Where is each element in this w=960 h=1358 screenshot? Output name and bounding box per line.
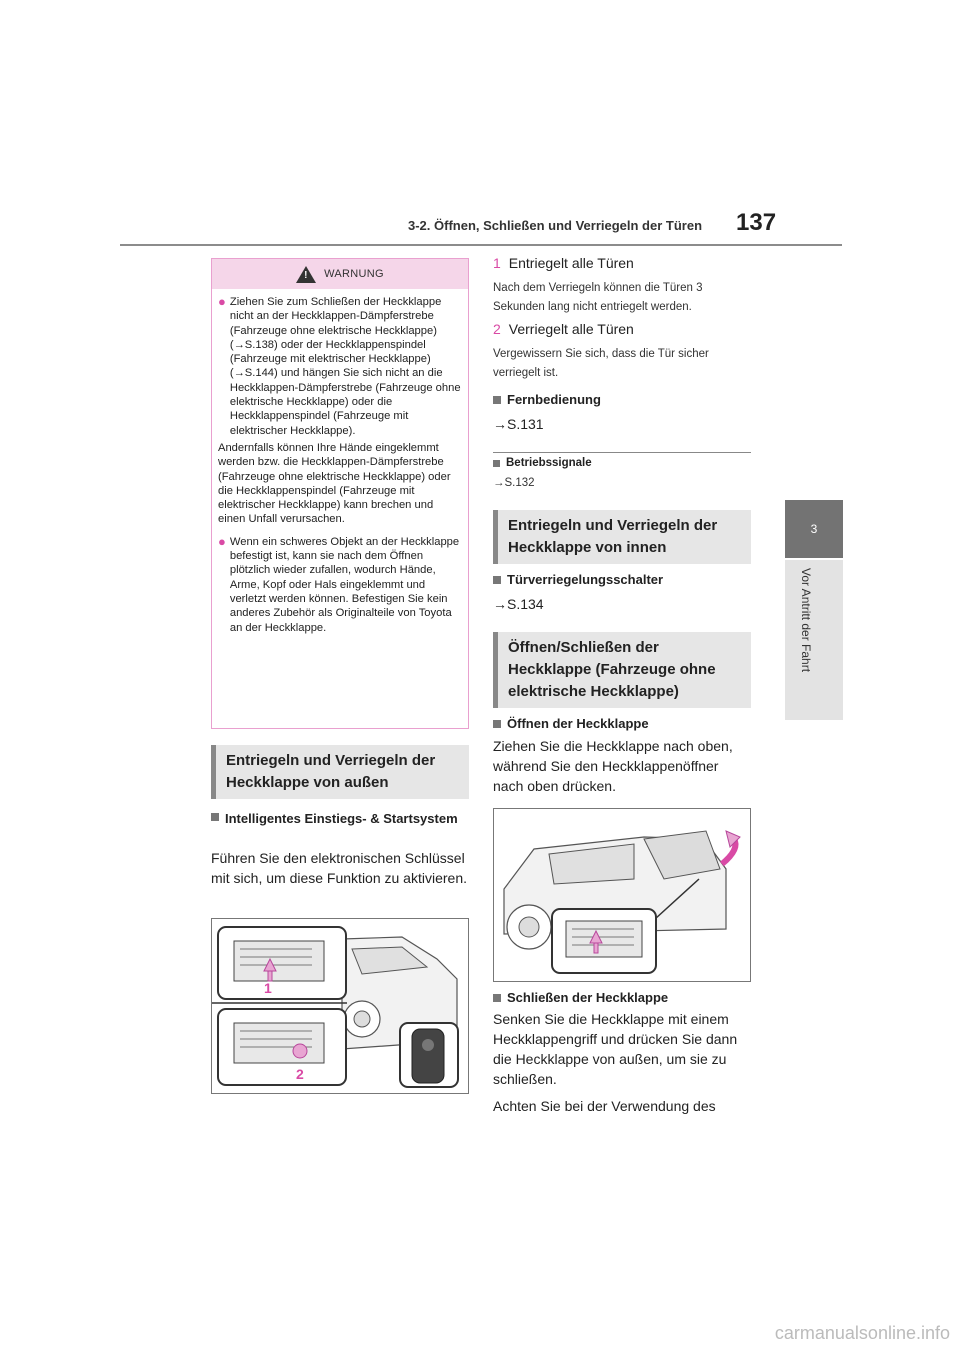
figure-label-2: 2 — [296, 1066, 304, 1082]
warning-bullet-text: Wenn ein schweres Objekt an der Heckklappe befestigt ist, kann sie nach dem Öffnen plötzlich wieder zufallen, wodurch Hände, Arme, Kopf oder Hals eingeklemmt und verletzt werden können. Befestigen Sie kein anderes Zubehör als Originalteile von Toyota an der Heckklappe. — [229, 535, 460, 634]
bullet-dot-icon: ● — [218, 294, 226, 309]
chapter-tab-title: Vor Antritt der Fahrt — [799, 568, 813, 673]
page-number: 137 — [736, 209, 777, 236]
warning-bullet — [218, 535, 462, 635]
step-text: Entriegelt alle Türen — [508, 255, 634, 271]
square-bullet-icon — [493, 576, 501, 584]
chapter-tab-bar — [785, 560, 843, 720]
square-bullet-icon — [493, 396, 501, 404]
figure-open-tailgate — [493, 808, 751, 982]
square-bullet-icon — [211, 813, 219, 821]
tailgate-handle-illustration — [212, 919, 468, 1093]
step-1 — [493, 255, 634, 271]
warning-bullet-text: Ziehen Sie zum Schließen der Heckklappe nicht an der Heckklappen-Dämpferstrebe (Fahrzeuge ohne elektrische Heckklappe) (→S.138) oder der Heckklappenspindel (Fahrzeuge mit elektrischer Heckklappe) (→S.144) und hängen Sie sich nicht an die Heckklappen-Dämpferstrebe (Fahrzeuge ohne elektrische Heckklappe) oder die Heckklappenspindel (Fahrzeuge mit elektrischer Heckklappe). — [229, 296, 461, 437]
sub-heading-smart-entry: Intelligentes Einstiegs- & Startsystem — [211, 809, 469, 828]
square-bullet-icon — [493, 720, 501, 728]
section-heading-outside: Entriegeln und Verriegeln der Heckklappe von außen — [211, 745, 469, 799]
remote-reference-link[interactable]: →S.131 — [493, 416, 544, 432]
figure-smart-entry — [211, 918, 469, 1094]
close-body: Senken Sie die Heckklappe mit einem Heckklappengriff und drücken Sie dann die Heckklappe von außen, um sie zu schließen. — [493, 1011, 738, 1087]
divider — [493, 452, 751, 453]
step-text: Verriegelt alle Türen — [508, 321, 634, 337]
sub-heading-close: Schließen der Heckklappe — [493, 990, 668, 1005]
header-divider — [120, 244, 842, 246]
switch-reference-link[interactable]: →S.134 — [493, 596, 544, 612]
tailgate-open-illustration — [494, 809, 750, 981]
square-bullet-icon — [493, 460, 500, 467]
smart-entry-body: Führen Sie den elektronischen Schlüssel mit sich, um diese Funktion zu aktivieren. — [211, 850, 467, 886]
sub-heading-signals: Betriebssignale — [493, 457, 592, 469]
step-number: 1 — [493, 255, 501, 271]
warning-triangle-icon: ! — [296, 266, 316, 283]
sub-heading-open: Öffnen der Heckklappe — [493, 716, 649, 731]
section-header-title: 3-2. Öffnen, Schließen und Verriegeln der Türen — [408, 218, 703, 233]
square-bullet-icon — [493, 994, 501, 1002]
chapter-tab-number: 3 — [785, 500, 843, 558]
sub-heading-lock-switch: Türverriegelungsschalter — [493, 572, 663, 587]
step-1-note: Nach dem Verriegeln können die Türen 3 Sekunden lang nicht entriegelt werden. — [493, 282, 703, 313]
figure-label-1: 1 — [264, 980, 272, 996]
warning-box — [211, 258, 469, 729]
step-number: 2 — [493, 321, 501, 337]
warning-paragraph: Andernfalls können Ihre Hände eingeklemmt werden bzw. die Heckklappen-Dämpferstrebe (Fahrzeuge ohne elektrische Heckklappe) oder die Heckklappenspindel (Fahrzeuge mit elektrischer Heckklappe) kann brechen und einen Unfall verursachen. — [218, 441, 451, 526]
watermark-text: carmanualsonline.info — [774, 1323, 950, 1343]
bullet-dot-icon: ● — [218, 533, 226, 549]
open-body: Ziehen Sie die Heckklappe nach oben, während Sie den Heckklappenöffner nach oben drücken. — [493, 738, 733, 794]
warning-header — [212, 259, 468, 289]
section-heading-open-close: Öffnen/Schließen der Heckklappe (Fahrzeuge ohne elektrische Heckklappe) — [493, 632, 751, 708]
step-2-note: Vergewissern Sie sich, dass die Tür sicher verriegelt ist. — [493, 348, 709, 379]
close-body-continued: Achten Sie bei der Verwendung des — [493, 1098, 716, 1114]
sub-heading-remote: Fernbedienung — [493, 392, 601, 407]
section-heading-inside: Entriegeln und Verriegeln der Heckklappe von innen — [493, 510, 751, 564]
warning-bullet — [218, 295, 462, 438]
signals-reference-link[interactable]: →S.132 — [493, 477, 535, 489]
step-2 — [493, 321, 634, 337]
warning-label: WARNUNG — [324, 268, 384, 280]
